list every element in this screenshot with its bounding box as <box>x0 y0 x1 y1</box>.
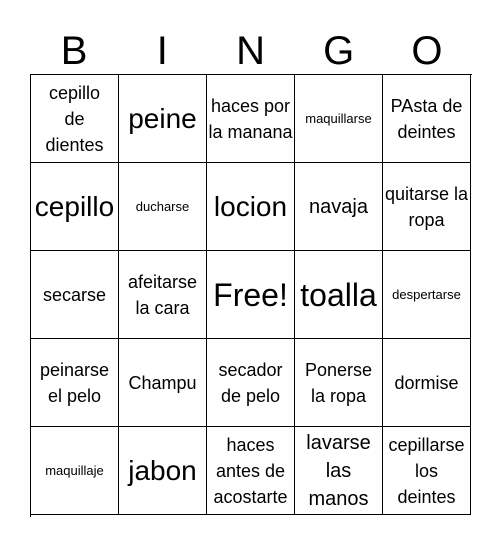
bingo-cell[interactable] <box>207 75 295 163</box>
bingo-cell[interactable] <box>295 251 383 339</box>
bingo-cell[interactable] <box>207 339 295 427</box>
header-letter-o: O <box>411 29 443 73</box>
free-space-label: Free! <box>213 276 288 313</box>
bingo-cell[interactable] <box>383 75 471 163</box>
bingo-cell[interactable] <box>119 163 207 251</box>
bingo-cell[interactable] <box>31 163 119 251</box>
cell-label: lavarse las manos <box>306 431 371 510</box>
bingo-cell[interactable] <box>119 75 207 163</box>
cell-label: PAsta de deintes <box>390 95 463 142</box>
cell-label: maquillaje <box>45 462 104 478</box>
cell-label: secador de pelo <box>218 359 283 406</box>
bingo-cell[interactable] <box>383 427 471 515</box>
cell-label: dormise <box>394 372 459 393</box>
cell-label: haces antes de acostarte <box>213 434 288 507</box>
cell-label: Ponerse la ropa <box>304 359 373 406</box>
bingo-cell[interactable] <box>383 251 471 339</box>
header-letter-i: I <box>156 29 168 73</box>
cell-label: afeitarse la cara <box>127 271 198 318</box>
cell-label: toalla <box>300 276 377 313</box>
bingo-board <box>30 74 472 517</box>
bingo-cell[interactable] <box>295 339 383 427</box>
cell-label: jabon <box>128 454 197 486</box>
bingo-cell[interactable] <box>119 251 207 339</box>
bingo-cell[interactable] <box>31 339 119 427</box>
cell-label: cepillarse los deintes <box>388 434 465 507</box>
header-letter-g: G <box>323 29 355 73</box>
cell-label: navaja <box>309 195 368 218</box>
bingo-cell[interactable] <box>383 163 471 251</box>
bingo-cell[interactable] <box>207 163 295 251</box>
bingo-cell[interactable] <box>31 75 119 163</box>
cell-label: haces por la manana <box>208 95 293 142</box>
cell-label: cepillo <box>34 190 115 222</box>
bingo-cell[interactable] <box>383 339 471 427</box>
cell-label: quitarse la ropa <box>384 183 469 230</box>
cell-label: locion <box>213 190 288 222</box>
bingo-cell[interactable] <box>295 163 383 251</box>
cell-label: ducharse <box>135 198 190 214</box>
bingo-cell[interactable] <box>119 427 207 515</box>
bingo-cell[interactable] <box>119 339 207 427</box>
cell-label: peinarse el pelo <box>39 359 110 406</box>
bingo-cell[interactable] <box>31 251 119 339</box>
bingo-cell[interactable] <box>295 75 383 163</box>
cell-label: cepillo de dientes <box>45 82 104 155</box>
bingo-header <box>30 28 471 74</box>
bingo-cell[interactable] <box>207 427 295 515</box>
free-space-cell[interactable] <box>207 251 295 339</box>
cell-label: secarse <box>42 284 107 305</box>
bingo-cell[interactable] <box>295 427 383 515</box>
cell-label: peine <box>128 102 197 134</box>
bingo-cell[interactable] <box>31 427 119 515</box>
cell-label: despertarse <box>392 286 461 302</box>
cell-label: Champu <box>128 372 197 393</box>
cell-label: maquillarse <box>305 110 372 126</box>
header-letter-b: B <box>60 29 88 73</box>
header-letter-n: N <box>236 29 265 73</box>
